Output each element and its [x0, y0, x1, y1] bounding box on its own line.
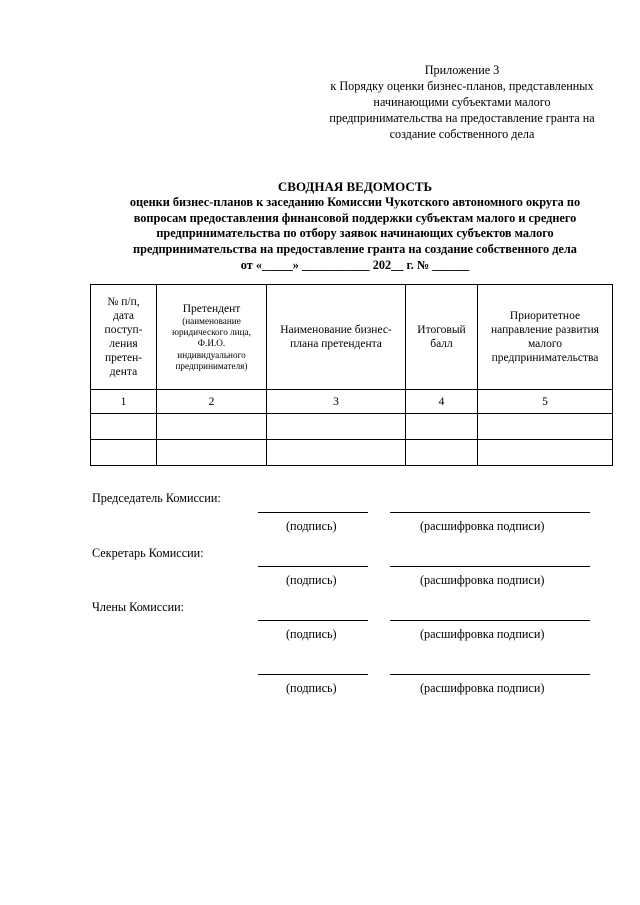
table-number-row [91, 390, 613, 414]
table-cell[interactable] [478, 414, 613, 440]
header-text: Приоритетное [509, 310, 581, 322]
header-text: Наименование бизнес- [280, 324, 392, 336]
table-header-row [91, 285, 613, 390]
table-row [91, 440, 613, 466]
header-text: плана претендента [290, 338, 382, 350]
header-applicant [157, 285, 267, 390]
signature-decode-caption: (расшифровка подписи) [420, 681, 545, 695]
signature-decode-caption: (расшифровка подписи) [420, 627, 545, 641]
column-number: 5 [478, 390, 613, 414]
column-number: 2 [157, 390, 267, 414]
appendix-line: к Порядку оценки бизнес-планов, представленных [330, 79, 594, 93]
header-text: малого [527, 338, 563, 350]
appendix-line: предпринимательства на предоставление гранта на [329, 111, 595, 125]
header-text: направление развития [491, 324, 599, 336]
title-line: предпринимательства на предоставление гранта на создание собственного дела [133, 242, 577, 257]
title-line: предпринимательства по отбору заявок начинающих субъектов малого [156, 226, 554, 241]
table-cell[interactable] [406, 440, 478, 466]
header-text: претен- [104, 352, 143, 364]
title-line: оценки бизнес-планов к заседанию Комиссии Чукотского автономного округа по [129, 194, 581, 209]
signature-decode-caption: (расшифровка подписи) [420, 573, 545, 587]
header-subtext: Ф.И.О. [197, 338, 226, 349]
table-cell[interactable] [406, 414, 478, 440]
document-title [60, 179, 640, 274]
column-number: 3 [267, 390, 406, 414]
chairman-signature-line[interactable] [258, 512, 368, 513]
appendix-line: Приложение 3 [424, 63, 500, 77]
table-cell[interactable] [91, 414, 157, 440]
table-cell[interactable] [91, 440, 157, 466]
secretary-label: Секретарь Комиссии: [92, 546, 204, 560]
header-priority-direction [478, 285, 613, 390]
member-name-line[interactable] [390, 674, 590, 675]
appendix-line: начинающими субъектами малого [373, 95, 551, 109]
header-text: Итоговый [417, 324, 466, 336]
table-cell[interactable] [267, 414, 406, 440]
table-cell[interactable] [157, 440, 267, 466]
summary-table [90, 284, 613, 466]
header-subtext: (наименование [182, 315, 241, 326]
title-line: вопросам предоставления финансовой поддержки субъектам малого и среднего [133, 210, 577, 225]
table-cell[interactable] [478, 440, 613, 466]
appendix-line: создание собственного дела [389, 127, 535, 141]
signature-caption: (подпись) [286, 681, 337, 695]
header-text: предпринимательства [491, 352, 599, 364]
signature-caption: (подпись) [286, 519, 337, 533]
page-title: СВОДНАЯ ВЕДОМОСТЬ [277, 179, 433, 194]
header-text: Претендент [182, 302, 241, 315]
header-text: дата [113, 310, 134, 322]
header-business-plan [267, 285, 406, 390]
column-number: 4 [406, 390, 478, 414]
signature-caption: (подпись) [286, 627, 337, 641]
signature-decode-caption: (расшифровка подписи) [420, 519, 545, 533]
chairman-label: Председатель Комиссии: [92, 491, 221, 505]
member-signature-line[interactable] [258, 674, 368, 675]
appendix-header [312, 62, 612, 142]
header-text: ления [109, 338, 138, 350]
header-subtext: юридического лица, [172, 327, 251, 338]
table-cell[interactable] [157, 414, 267, 440]
table-row [91, 414, 613, 440]
title-line: от «_____» ___________ 202__ г. № ______ [240, 257, 470, 272]
member-name-line[interactable] [390, 620, 590, 621]
signature-caption: (подпись) [286, 573, 337, 587]
table-cell[interactable] [267, 440, 406, 466]
header-subtext: предпринимателя) [175, 360, 248, 371]
column-number: 1 [91, 390, 157, 414]
header-text: поступ- [104, 324, 143, 336]
chairman-name-line[interactable] [390, 512, 590, 513]
secretary-name-line[interactable] [390, 566, 590, 567]
header-text: балл [430, 338, 453, 350]
header-number-date [91, 285, 157, 390]
header-subtext: индивидуального [177, 349, 246, 360]
header-total-score [406, 285, 478, 390]
member-signature-line[interactable] [258, 620, 368, 621]
secretary-signature-line[interactable] [258, 566, 368, 567]
header-text: дента [109, 366, 138, 378]
header-text: № п/п, [107, 296, 140, 308]
members-label: Члены Комиссии: [92, 600, 185, 614]
